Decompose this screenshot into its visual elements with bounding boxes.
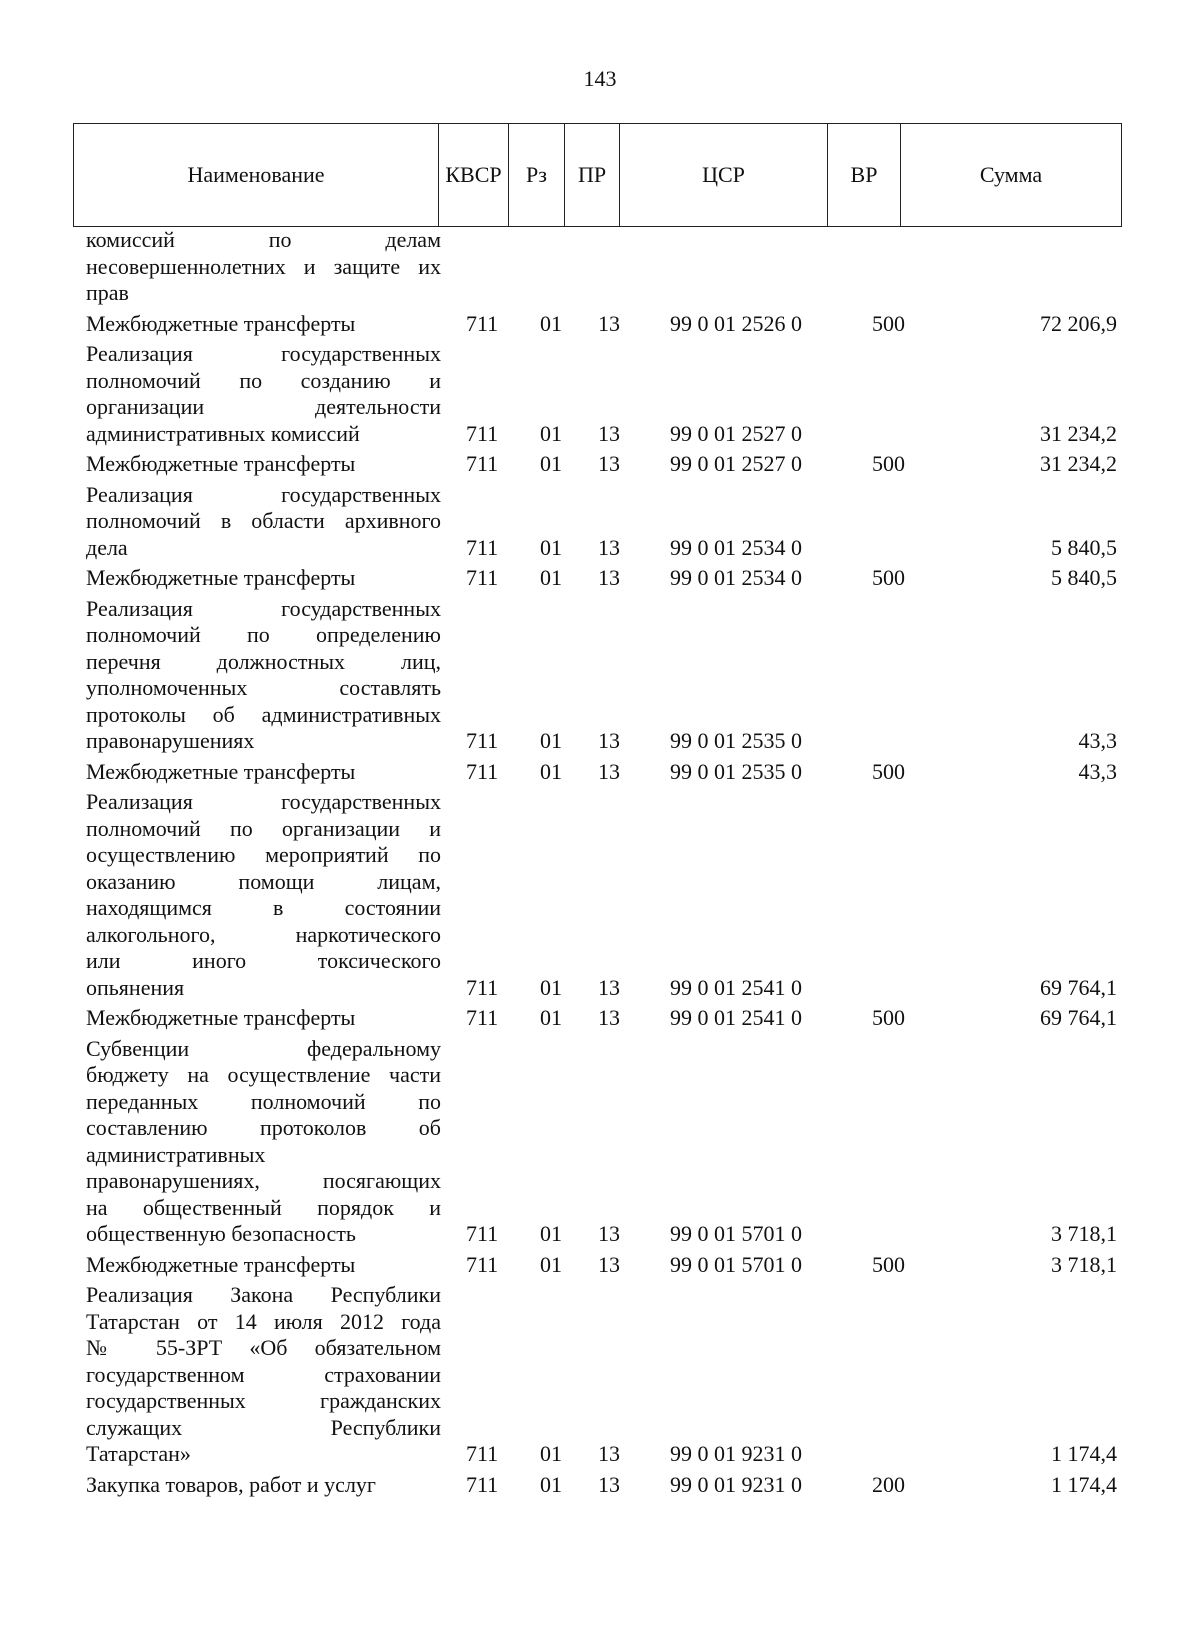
cell-vr: 500 bbox=[872, 565, 905, 590]
row-name-line: на общественный порядок и bbox=[86, 1194, 441, 1220]
row-name bbox=[86, 1005, 441, 1032]
cell-sum: 5 840,5 bbox=[1051, 565, 1117, 590]
table-row bbox=[0, 789, 1200, 1001]
row-name-line: правонарушениях bbox=[86, 728, 255, 753]
table-row bbox=[0, 1036, 1200, 1248]
table-header bbox=[73, 123, 1122, 227]
column-header-pr: ПР bbox=[565, 124, 620, 226]
cell-sum: 1 174,4 bbox=[1051, 1471, 1117, 1497]
row-name-line: правонарушениях, посягающих bbox=[86, 1168, 441, 1193]
row-name-line: общественную безопасность bbox=[86, 1221, 356, 1246]
cell-kvsr: 711 bbox=[466, 1441, 499, 1466]
cell-rz: 01 bbox=[540, 1221, 562, 1246]
column-header-name: Наименование bbox=[74, 124, 439, 226]
cell-kvsr: 711 bbox=[466, 728, 499, 753]
cell-rz: 01 bbox=[540, 728, 562, 753]
row-name-line: переданных полномочий по bbox=[86, 1088, 441, 1114]
cell-pr: 13 bbox=[598, 420, 620, 446]
row-name-line: несовершеннолетних и защите их bbox=[86, 253, 441, 279]
row-name bbox=[86, 789, 441, 1001]
cell-vr: 500 bbox=[872, 1251, 905, 1277]
cell-rz: 01 bbox=[540, 310, 562, 336]
table-row bbox=[0, 451, 1200, 478]
row-name-line: Межбюджетные трансферты bbox=[86, 758, 356, 784]
cell-pr: 13 bbox=[598, 1221, 620, 1246]
cell-csr: 99 0 01 2535 0 bbox=[670, 728, 802, 753]
cell-sum: 31 234,2 bbox=[1040, 420, 1117, 446]
column-header-vr: ВР bbox=[828, 124, 901, 226]
cell-vr: 500 bbox=[872, 1005, 905, 1030]
row-name bbox=[86, 482, 441, 562]
row-name-line: Реализация государственных bbox=[86, 481, 441, 507]
cell-csr: 99 0 01 5701 0 bbox=[670, 1221, 802, 1246]
table-row bbox=[0, 482, 1200, 562]
row-name bbox=[86, 1282, 441, 1468]
row-name-line: организации деятельности bbox=[86, 394, 441, 419]
row-name-line: полномочий в области архивного bbox=[86, 508, 441, 533]
cell-kvsr: 711 bbox=[466, 534, 499, 560]
row-name-line: опьянения bbox=[86, 974, 185, 1000]
cell-csr: 99 0 01 2534 0 bbox=[670, 534, 802, 560]
row-name-line: Межбюджетные трансферты bbox=[86, 565, 356, 590]
cell-sum: 72 206,9 bbox=[1040, 310, 1117, 336]
cell-csr: 99 0 01 9231 0 bbox=[670, 1471, 802, 1497]
cell-pr: 13 bbox=[598, 310, 620, 336]
table-row bbox=[0, 227, 1200, 307]
cell-kvsr: 711 bbox=[466, 451, 499, 476]
cell-pr: 13 bbox=[598, 1005, 620, 1030]
column-header-rz: Рз bbox=[509, 124, 565, 226]
row-name bbox=[86, 565, 441, 592]
cell-rz: 01 bbox=[540, 1005, 562, 1030]
cell-vr: 500 bbox=[872, 758, 905, 784]
row-name-line: комиссий по делам bbox=[86, 227, 441, 252]
row-name-line: Межбюджетные трансферты bbox=[86, 451, 356, 476]
row-name-line: дела bbox=[86, 534, 128, 560]
row-name-line: Закупка товаров, работ и услуг bbox=[86, 1471, 376, 1497]
cell-kvsr: 711 bbox=[466, 1251, 499, 1277]
cell-kvsr: 711 bbox=[466, 310, 499, 336]
row-name-line: № 55-ЗРТ «Об обязательном bbox=[86, 1335, 441, 1360]
row-name-line: административных комиссий bbox=[86, 420, 360, 446]
column-header-kvsr: КВСР bbox=[439, 124, 509, 226]
row-name-line: Татарстан» bbox=[86, 1441, 191, 1466]
cell-pr: 13 bbox=[598, 974, 620, 1000]
cell-pr: 13 bbox=[598, 728, 620, 753]
cell-csr: 99 0 01 2535 0 bbox=[670, 758, 802, 784]
column-header-csr: ЦСР bbox=[620, 124, 828, 226]
cell-csr: 99 0 01 2526 0 bbox=[670, 310, 802, 336]
row-name bbox=[86, 341, 441, 447]
row-name-line: Реализация Закона Республики bbox=[86, 1282, 441, 1307]
row-name-line: полномочий по организации и bbox=[86, 815, 441, 841]
cell-pr: 13 bbox=[598, 565, 620, 590]
cell-csr: 99 0 01 2527 0 bbox=[670, 451, 802, 476]
row-name-line: Межбюджетные трансферты bbox=[86, 1005, 356, 1030]
cell-sum: 43,3 bbox=[1078, 728, 1117, 753]
page-number: 143 bbox=[583, 66, 617, 91]
row-name-line: оказанию помощи лицам, bbox=[86, 868, 441, 894]
row-name-line: находящимся в состоянии bbox=[86, 895, 441, 920]
cell-csr: 99 0 01 2534 0 bbox=[670, 565, 802, 590]
cell-vr: 200 bbox=[872, 1471, 905, 1497]
cell-sum: 69 764,1 bbox=[1040, 974, 1117, 1000]
cell-sum: 31 234,2 bbox=[1040, 451, 1117, 476]
row-name-line: осуществлению мероприятий по bbox=[86, 842, 441, 867]
cell-rz: 01 bbox=[540, 451, 562, 476]
row-name-line: полномочий по созданию и bbox=[86, 367, 441, 393]
cell-pr: 13 bbox=[598, 451, 620, 476]
cell-rz: 01 bbox=[540, 974, 562, 1000]
cell-pr: 13 bbox=[598, 1471, 620, 1497]
row-name-line: государственном страховании bbox=[86, 1361, 441, 1387]
row-name-line: Межбюджетные трансферты bbox=[86, 1251, 356, 1277]
row-name-line: Татарстан от 14 июля 2012 года bbox=[86, 1308, 441, 1334]
row-name bbox=[86, 759, 441, 786]
cell-csr: 99 0 01 2527 0 bbox=[670, 420, 802, 446]
row-name bbox=[86, 451, 441, 478]
row-name-line: протоколы об административных bbox=[86, 701, 441, 727]
cell-kvsr: 711 bbox=[466, 1221, 499, 1246]
cell-sum: 69 764,1 bbox=[1040, 1005, 1117, 1030]
cell-kvsr: 711 bbox=[466, 758, 499, 784]
cell-csr: 99 0 01 9231 0 bbox=[670, 1441, 802, 1466]
row-name-line: государственных гражданских bbox=[86, 1388, 441, 1413]
row-name bbox=[86, 596, 441, 755]
table-row bbox=[0, 565, 1200, 592]
row-name-line: прав bbox=[86, 280, 129, 305]
cell-vr: 500 bbox=[872, 310, 905, 336]
cell-kvsr: 711 bbox=[466, 974, 499, 1000]
cell-kvsr: 711 bbox=[466, 1005, 499, 1030]
cell-rz: 01 bbox=[540, 565, 562, 590]
cell-kvsr: 711 bbox=[466, 565, 499, 590]
table-row bbox=[0, 311, 1200, 338]
table-row bbox=[0, 1252, 1200, 1279]
cell-sum: 3 718,1 bbox=[1051, 1221, 1117, 1246]
cell-kvsr: 711 bbox=[466, 1471, 499, 1497]
cell-pr: 13 bbox=[598, 534, 620, 560]
cell-sum: 43,3 bbox=[1078, 758, 1117, 784]
row-name-line: Реализация государственных bbox=[86, 789, 441, 814]
row-name-line: Реализация государственных bbox=[86, 341, 441, 366]
row-name-line: полномочий по определению bbox=[86, 622, 441, 647]
row-name-line: перечня должностных лиц, bbox=[86, 648, 441, 674]
cell-vr: 500 bbox=[872, 451, 905, 476]
row-name-line: Субвенции федеральному bbox=[86, 1035, 441, 1061]
cell-csr: 99 0 01 5701 0 bbox=[670, 1251, 802, 1277]
row-name-line: составлению протоколов об bbox=[86, 1115, 441, 1140]
table-row bbox=[0, 1472, 1200, 1499]
cell-csr: 99 0 01 2541 0 bbox=[670, 1005, 802, 1030]
cell-sum: 5 840,5 bbox=[1051, 534, 1117, 560]
cell-sum: 3 718,1 bbox=[1051, 1251, 1117, 1277]
cell-rz: 01 bbox=[540, 1441, 562, 1466]
table-row bbox=[0, 1005, 1200, 1032]
row-name-line: административных bbox=[86, 1141, 266, 1167]
table-row bbox=[0, 759, 1200, 786]
cell-pr: 13 bbox=[598, 758, 620, 784]
cell-rz: 01 bbox=[540, 420, 562, 446]
row-name-line: Межбюджетные трансферты bbox=[86, 310, 356, 336]
row-name bbox=[86, 227, 441, 307]
cell-pr: 13 bbox=[598, 1441, 620, 1466]
row-name-line: алкогольного, наркотического bbox=[86, 921, 441, 947]
row-name bbox=[86, 1252, 441, 1279]
cell-csr: 99 0 01 2541 0 bbox=[670, 974, 802, 1000]
cell-sum: 1 174,4 bbox=[1051, 1441, 1117, 1466]
row-name-line: или иного токсического bbox=[86, 948, 441, 973]
row-name bbox=[86, 1036, 441, 1248]
row-name-line: уполномоченных составлять bbox=[86, 675, 441, 700]
row-name-line: служащих Республики bbox=[86, 1414, 441, 1440]
table-row bbox=[0, 596, 1200, 755]
cell-rz: 01 bbox=[540, 1251, 562, 1277]
table-row bbox=[0, 341, 1200, 447]
row-name bbox=[86, 1472, 441, 1499]
cell-pr: 13 bbox=[598, 1251, 620, 1277]
cell-rz: 01 bbox=[540, 1471, 562, 1497]
cell-rz: 01 bbox=[540, 758, 562, 784]
cell-kvsr: 711 bbox=[466, 420, 499, 446]
cell-rz: 01 bbox=[540, 534, 562, 560]
column-header-sum: Сумма bbox=[979, 162, 1043, 187]
row-name-line: бюджету на осуществление части bbox=[86, 1062, 441, 1087]
table-body bbox=[0, 227, 1200, 1498]
row-name bbox=[86, 311, 441, 338]
table-row bbox=[0, 1282, 1200, 1468]
row-name-line: Реализация государственных bbox=[86, 595, 441, 621]
